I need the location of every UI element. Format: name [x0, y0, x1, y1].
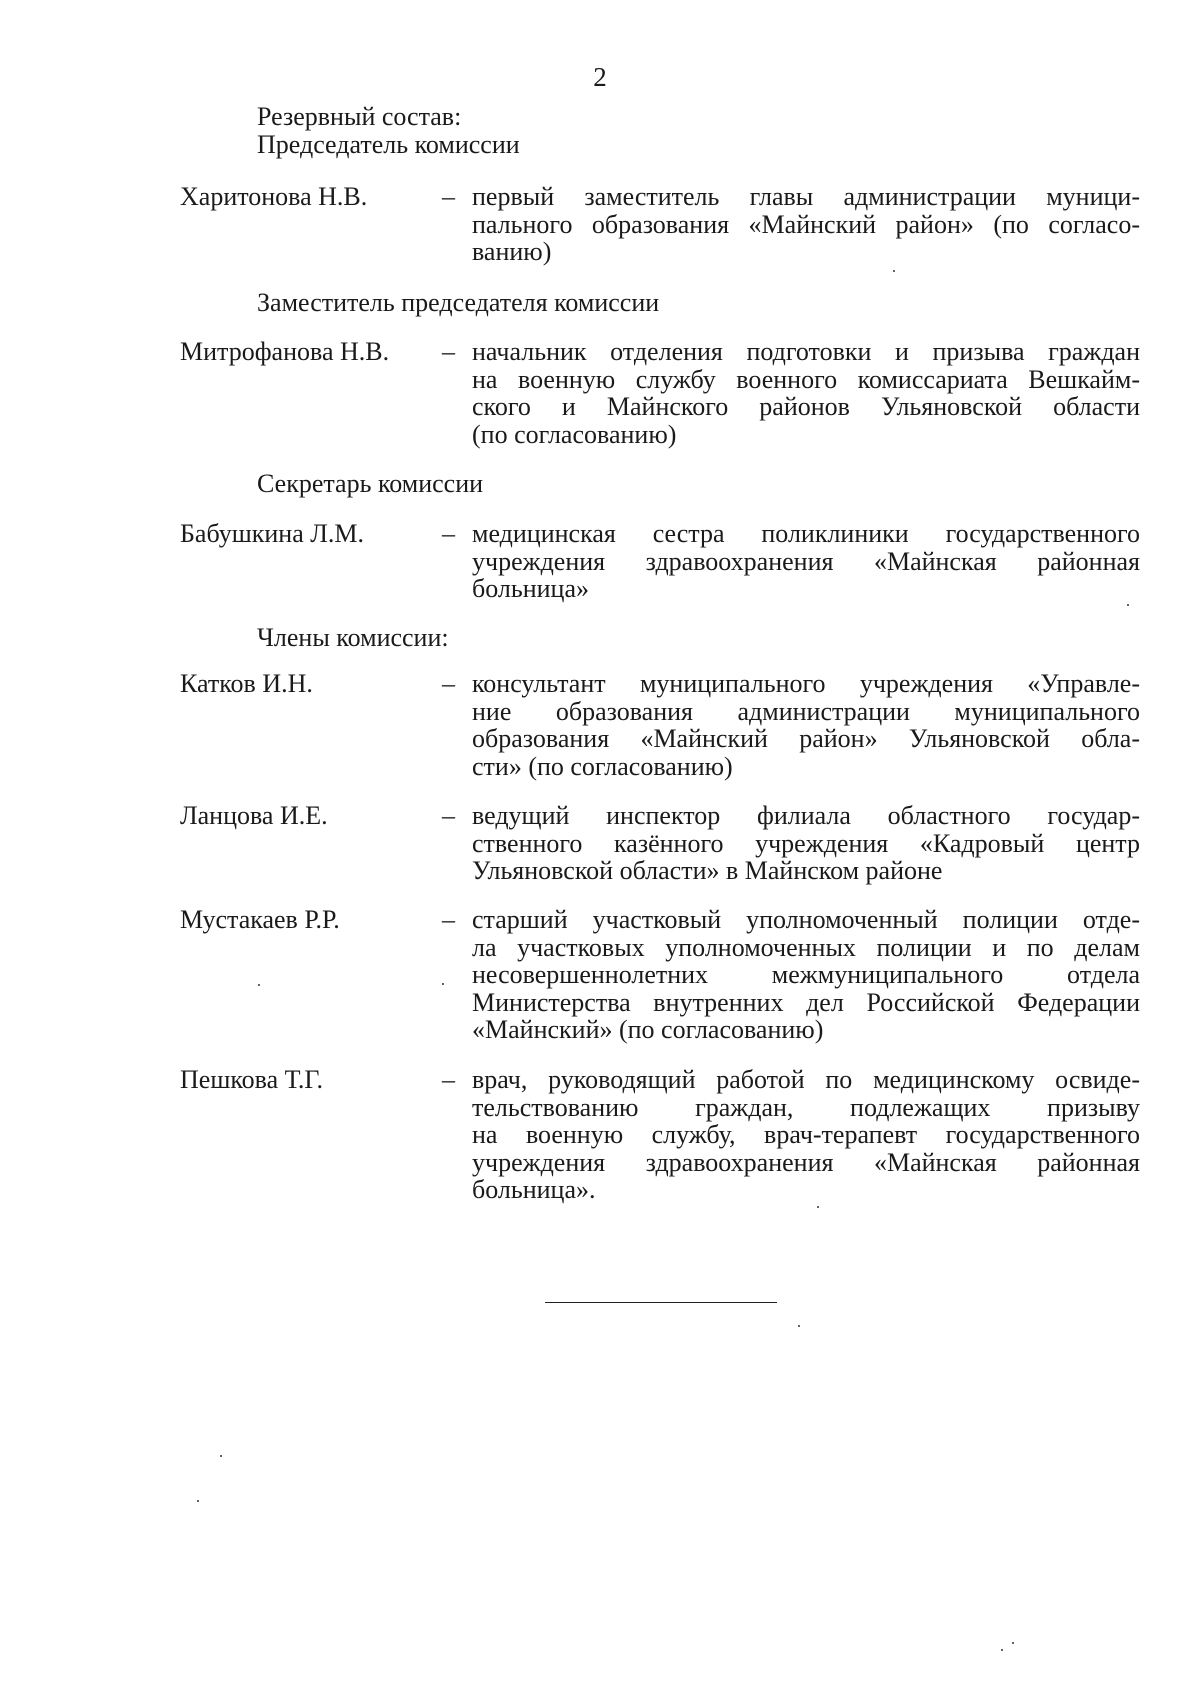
- member-name: Ланцова И.Е.: [180, 801, 328, 830]
- members-heading: Члены комиссии:: [257, 623, 449, 652]
- dash: –: [442, 182, 455, 211]
- member-role: [472, 802, 1140, 885]
- member-name: Пешкова Т.Г.: [180, 1065, 323, 1094]
- page-number: 2: [593, 62, 607, 92]
- member-role: [472, 338, 1140, 448]
- dash: –: [442, 519, 455, 548]
- role-line: начальник отделения подготовки и призыва граждан: [472, 337, 1140, 366]
- dash: –: [442, 1065, 455, 1094]
- role-line: Министерства внутренних дел Российской Федерации: [472, 987, 1140, 1017]
- dash: –: [442, 337, 455, 366]
- role-line: ведущий инспектор филиала областного государ-: [472, 801, 1140, 830]
- scan-speck: [798, 1325, 800, 1327]
- role-line: на военную службу военного комиссариата Вешкайм-: [472, 364, 1140, 394]
- member-name: Мустакаев Р.Р.: [180, 905, 340, 934]
- role-line: (по согласованию): [472, 419, 677, 449]
- role-line: «Майнский» (по согласованию): [472, 1015, 824, 1044]
- dash: –: [442, 801, 455, 830]
- member-name: Митрофанова Н.В.: [180, 337, 390, 366]
- scan-speck: [817, 1206, 819, 1208]
- member-name: Бабушкина Л.М.: [180, 519, 364, 548]
- scan-speck: [1012, 1642, 1014, 1644]
- member-role: [472, 670, 1140, 780]
- reserve-heading: Резервный состав:: [257, 102, 462, 131]
- role-line: консультант муниципального учреждения «Управле-: [472, 669, 1140, 698]
- role-line: пального образования «Майнский район» (по согласо-: [472, 209, 1140, 239]
- chairman-heading: Председатель комиссии: [257, 130, 520, 159]
- scan-speck: [197, 1500, 199, 1502]
- role-line: ние образования администрации муниципального: [472, 696, 1140, 726]
- role-line: больница».: [472, 1175, 596, 1204]
- scan-speck: [442, 983, 444, 985]
- scan-speck: [1127, 604, 1129, 606]
- scan-speck: [1001, 1649, 1003, 1651]
- deputy-heading: Заместитель председателя комиссии: [257, 288, 660, 317]
- scan-speck: [258, 984, 260, 986]
- closing-rule: [545, 1302, 777, 1303]
- role-line: несовершеннолетних межмуниципального отдела: [472, 960, 1140, 989]
- scan-speck: [893, 270, 895, 272]
- member-name: Харитонова Н.В.: [180, 182, 368, 211]
- role-line: образования «Майнский район» Ульяновской обла-: [472, 724, 1140, 753]
- secretary-heading: Секретарь комиссии: [257, 469, 484, 498]
- role-line: больница»: [472, 574, 589, 603]
- role-line: учреждения здравоохранения «Майнская районная: [472, 1147, 1140, 1177]
- member-name: Катков И.Н.: [180, 669, 313, 698]
- member-role: [472, 183, 1140, 266]
- role-line: сти» (по согласованию): [472, 751, 733, 781]
- role-line: старший участковый уполномоченный полиции отде-: [472, 905, 1140, 934]
- role-line: Ульяновской области» в Майнском районе: [472, 856, 943, 885]
- role-line: ванию): [472, 237, 552, 266]
- role-line: врач, руководящий работой по медицинскому освиде-: [472, 1065, 1140, 1094]
- role-line: тельствованию граждан, подлежащих призыву: [472, 1092, 1140, 1122]
- role-line: медицинская сестра поликлиники государственного: [472, 519, 1140, 548]
- role-line: первый заместитель главы администрации муници-: [472, 182, 1140, 211]
- role-line: ского и Майнского районов Ульяновской области: [472, 392, 1140, 421]
- role-line: ственного казённого учреждения «Кадровый центр: [472, 828, 1140, 858]
- role-line: на военную службу, врач-терапевт государственного: [472, 1120, 1140, 1149]
- member-role: [472, 520, 1140, 603]
- role-line: учреждения здравоохранения «Майнская районная: [472, 546, 1140, 576]
- role-line: ла участковых уполномоченных полиции и по делам: [472, 932, 1140, 962]
- member-role: [472, 906, 1140, 1044]
- member-role: [472, 1066, 1140, 1204]
- scan-speck: [220, 1455, 222, 1457]
- dash: –: [442, 669, 455, 698]
- dash: –: [442, 905, 455, 934]
